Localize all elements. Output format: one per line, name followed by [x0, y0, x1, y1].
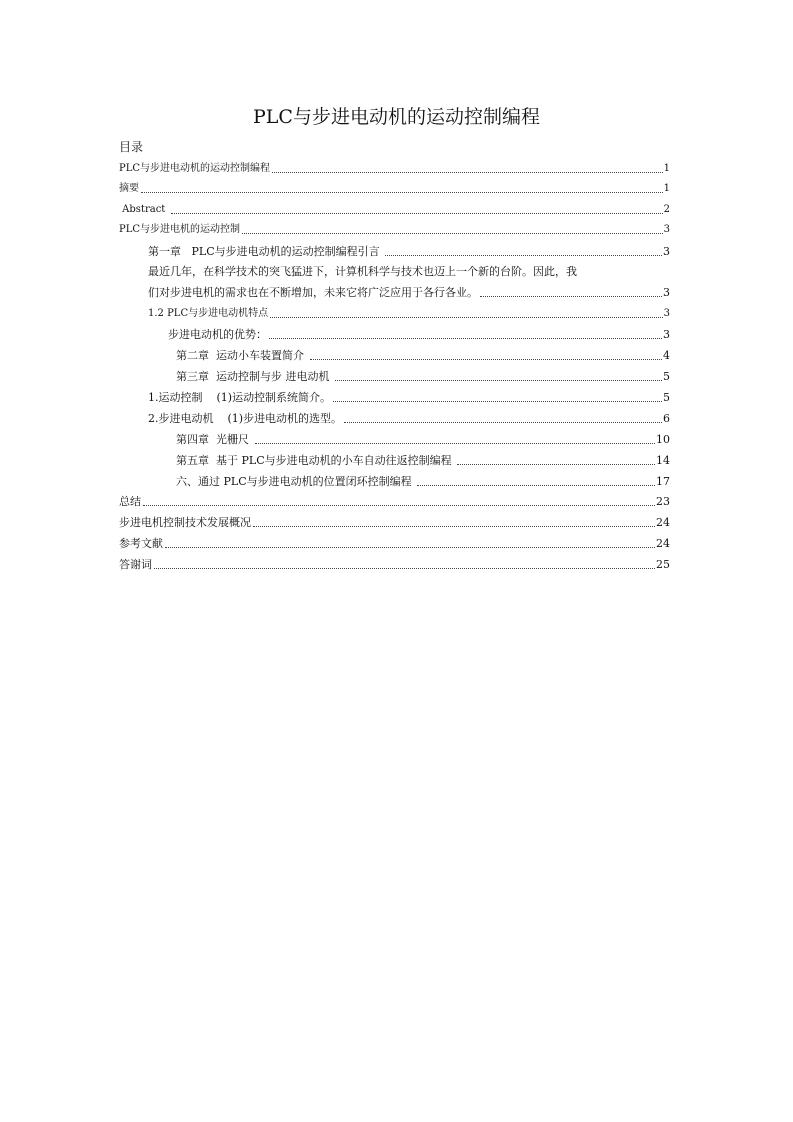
toc-entry-text: 第二章 运动小车装置简介	[176, 349, 308, 362]
toc-leader	[242, 233, 663, 234]
toc-entry-text: 第三章 运动控制与步 进电动机	[176, 370, 333, 383]
toc-entry-text: 第五章 基于 PLC与步进电动机的小车自动往返控制编程	[176, 454, 456, 467]
toc-entry-text: 参考文献	[119, 537, 163, 550]
toc-leader	[310, 359, 663, 360]
toc-entry[interactable]	[119, 162, 670, 176]
toc-entry[interactable]	[148, 245, 670, 259]
toc-entry[interactable]	[148, 307, 670, 321]
toc-entry[interactable]	[148, 412, 670, 426]
toc-leader	[141, 192, 663, 193]
toc-leader	[270, 317, 663, 318]
toc-entry[interactable]	[119, 516, 670, 530]
toc-entry-text: 六、通过 PLC与步进电动机的位置闭环控制编程	[176, 475, 416, 488]
toc-entry-text: 第一章 PLC与步进电动机的运动控制编程引言	[148, 245, 384, 258]
toc-entry-text: 答谢词	[119, 558, 152, 571]
toc-leader	[385, 255, 662, 256]
toc-entry[interactable]	[119, 203, 670, 217]
toc-entry-page: 4	[663, 349, 670, 362]
toc-entry[interactable]	[148, 391, 670, 405]
toc-entry-text: 们对步进电机的需求也在不断增加，未来它将广泛应用于各行各业。	[148, 286, 478, 299]
document-title: PLC与步进电动机的运动控制编程	[253, 106, 540, 128]
toc-entry-text: 摘要	[119, 183, 139, 194]
toc-entry-page: 3	[663, 328, 670, 341]
toc-entry-text: PLC与步进电机的运动控制	[119, 224, 241, 235]
toc-entry[interactable]	[119, 495, 670, 509]
toc-leader	[171, 213, 663, 214]
toc-leader	[154, 568, 655, 569]
toc-leader	[165, 547, 655, 548]
toc-entry[interactable]	[176, 454, 670, 468]
toc-entry-page: 23	[656, 495, 670, 508]
toc-entry[interactable]	[119, 223, 670, 237]
toc-entry[interactable]	[119, 537, 670, 551]
toc-entry[interactable]	[176, 370, 670, 384]
toc-entry-page: 14	[656, 454, 670, 467]
toc-entry[interactable]	[176, 349, 670, 363]
toc-entry-page: 3	[663, 245, 670, 258]
toc-entry-page: 5	[663, 391, 670, 404]
toc-entry-page: 1	[663, 183, 670, 194]
toc-entry-wrapped-line: 最近几年，在科学技术的突飞猛进下，计算机科学与技术也迈上一个新的台阶。因此，我	[148, 265, 577, 278]
toc-entry-text: 步进电机控制技术发展概况	[119, 516, 251, 529]
toc-entry[interactable]	[148, 286, 670, 300]
toc-entry-text: 总结	[119, 495, 141, 508]
toc-entry[interactable]	[176, 475, 670, 489]
toc-entry-page: 3	[663, 286, 670, 299]
toc-entry[interactable]	[168, 328, 670, 342]
toc-entry-text: PLC与步进电动机的运动控制编程	[119, 163, 271, 174]
toc-entry-page: 2	[663, 204, 670, 215]
toc-leader	[143, 505, 655, 506]
toc-entry-page: 5	[663, 370, 670, 383]
toc-entry-page: 6	[663, 412, 670, 425]
toc-entry-page: 3	[663, 224, 670, 235]
toc-entry-text: 步进电动机的优势：	[168, 328, 267, 341]
toc-entry-page: 25	[656, 558, 670, 571]
toc-leader	[255, 443, 656, 444]
toc-entry-text: 2.步进电动机 (1)步进电动机的选型。	[148, 412, 343, 425]
toc-entry[interactable]	[119, 182, 670, 196]
toc-leader	[269, 338, 662, 339]
toc-entry-page: 17	[656, 475, 670, 488]
toc-entry[interactable]	[176, 433, 670, 447]
toc-entry-page: 24	[656, 516, 670, 529]
toc-entry-text: 1.2 PLC与步进电动机特点	[148, 308, 269, 319]
toc-entry-text: Abstract	[119, 204, 169, 215]
toc-entry-page: 24	[656, 537, 670, 550]
toc-leader	[333, 401, 662, 402]
toc-entry-page: 10	[656, 433, 670, 446]
toc-leader	[335, 380, 662, 381]
toc-leader	[480, 296, 662, 297]
toc-entry-text: 1.运动控制 (1)运动控制系统简介。	[148, 391, 332, 404]
toc-leader	[344, 422, 662, 423]
toc-leader	[272, 172, 663, 173]
toc-entry-page: 3	[663, 308, 670, 319]
toc-entry-page: 1	[663, 163, 670, 174]
toc-heading: 目录	[119, 140, 144, 154]
toc-leader	[457, 464, 655, 465]
toc-leader	[417, 485, 655, 486]
toc-leader	[253, 526, 655, 527]
toc-entry-text: 第四章 光栅尺	[176, 433, 253, 446]
toc-entry[interactable]	[119, 558, 670, 572]
